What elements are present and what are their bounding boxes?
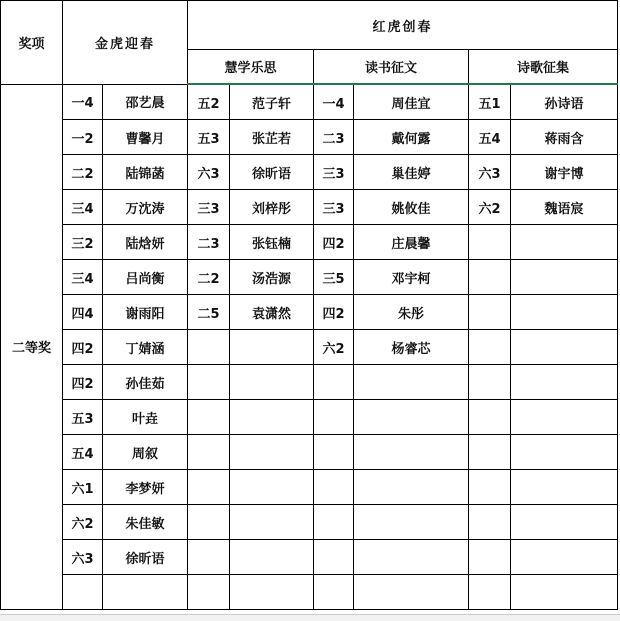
name-cell[interactable] bbox=[354, 540, 469, 575]
name-cell[interactable]: 庄晨馨 bbox=[354, 225, 469, 260]
class-cell[interactable]: 五2 bbox=[188, 84, 230, 120]
name-cell[interactable]: 曹馨月 bbox=[103, 120, 188, 155]
name-cell[interactable] bbox=[511, 505, 618, 540]
class-cell[interactable] bbox=[314, 400, 354, 435]
class-cell[interactable]: 四2 bbox=[63, 330, 103, 365]
class-cell[interactable] bbox=[314, 365, 354, 400]
name-cell[interactable]: 周叙 bbox=[103, 435, 188, 470]
table-row bbox=[1, 120, 618, 155]
table-row bbox=[1, 330, 618, 365]
table-row bbox=[1, 505, 618, 540]
class-cell[interactable]: 六2 bbox=[314, 330, 354, 365]
name-cell[interactable] bbox=[230, 470, 314, 505]
name-cell[interactable]: 陆锦菡 bbox=[103, 155, 188, 190]
name-cell[interactable]: 邓宇柯 bbox=[354, 260, 469, 295]
class-cell[interactable]: 六3 bbox=[63, 540, 103, 575]
class-cell[interactable]: 五3 bbox=[188, 120, 230, 155]
name-cell[interactable]: 李梦妍 bbox=[103, 470, 188, 505]
name-cell[interactable] bbox=[354, 435, 469, 470]
table-row bbox=[1, 365, 618, 400]
dushu-header-cell[interactable]: 读书征文 bbox=[314, 50, 469, 85]
class-cell[interactable] bbox=[314, 540, 354, 575]
class-cell[interactable] bbox=[469, 575, 511, 610]
class-cell[interactable]: 二3 bbox=[314, 120, 354, 155]
name-cell[interactable]: 朱佳敏 bbox=[103, 505, 188, 540]
class-cell[interactable] bbox=[469, 540, 511, 575]
jinhu-header-cell[interactable]: 金虎迎春 bbox=[63, 1, 188, 85]
class-cell[interactable] bbox=[188, 435, 230, 470]
class-cell[interactable]: 三4 bbox=[63, 260, 103, 295]
class-cell[interactable] bbox=[469, 505, 511, 540]
class-cell[interactable] bbox=[188, 575, 230, 610]
class-cell[interactable]: 四2 bbox=[63, 365, 103, 400]
class-cell[interactable] bbox=[314, 470, 354, 505]
name-cell[interactable]: 孙诗语 bbox=[511, 84, 618, 120]
class-cell[interactable]: 四2 bbox=[314, 225, 354, 260]
class-cell[interactable]: 五1 bbox=[469, 84, 511, 120]
table-row bbox=[1, 260, 618, 295]
honghu-header-cell[interactable]: 红虎创春 bbox=[188, 1, 618, 50]
name-cell[interactable] bbox=[511, 540, 618, 575]
name-cell[interactable]: 叶垚 bbox=[103, 400, 188, 435]
class-cell[interactable]: 三3 bbox=[314, 155, 354, 190]
name-cell[interactable]: 孙佳茹 bbox=[103, 365, 188, 400]
table-body bbox=[1, 1, 618, 610]
table-row bbox=[1, 225, 618, 260]
name-cell[interactable]: 谢宇博 bbox=[511, 155, 618, 190]
table-row bbox=[1, 155, 618, 190]
class-cell[interactable]: 三3 bbox=[314, 190, 354, 225]
name-cell[interactable] bbox=[230, 540, 314, 575]
name-cell[interactable] bbox=[511, 330, 618, 365]
class-cell[interactable]: 一4 bbox=[63, 84, 103, 120]
class-cell[interactable]: 五3 bbox=[63, 400, 103, 435]
class-cell[interactable]: 三5 bbox=[314, 260, 354, 295]
name-cell[interactable] bbox=[354, 365, 469, 400]
name-cell[interactable]: 陆焓妍 bbox=[103, 225, 188, 260]
class-cell[interactable]: 六2 bbox=[63, 505, 103, 540]
name-cell[interactable] bbox=[103, 575, 188, 610]
class-cell[interactable]: 五4 bbox=[63, 435, 103, 470]
class-cell[interactable] bbox=[188, 505, 230, 540]
class-cell[interactable] bbox=[188, 540, 230, 575]
table-row bbox=[1, 540, 618, 575]
name-cell[interactable] bbox=[230, 435, 314, 470]
class-cell[interactable] bbox=[469, 225, 511, 260]
name-cell[interactable] bbox=[354, 470, 469, 505]
name-cell[interactable]: 张钰楠 bbox=[230, 225, 314, 260]
name-cell[interactable] bbox=[511, 400, 618, 435]
class-cell[interactable]: 六3 bbox=[188, 155, 230, 190]
class-cell[interactable]: 二5 bbox=[188, 295, 230, 330]
class-cell[interactable]: 一2 bbox=[63, 120, 103, 155]
class-cell[interactable] bbox=[188, 330, 230, 365]
name-cell[interactable]: 蒋雨含 bbox=[511, 120, 618, 155]
table-row bbox=[1, 295, 618, 330]
class-cell[interactable]: 三2 bbox=[63, 225, 103, 260]
class-cell[interactable] bbox=[188, 365, 230, 400]
class-cell[interactable] bbox=[314, 505, 354, 540]
name-cell[interactable] bbox=[511, 575, 618, 610]
name-cell[interactable]: 魏语宸 bbox=[511, 190, 618, 225]
table-row bbox=[1, 470, 618, 505]
table-row bbox=[1, 435, 618, 470]
name-cell[interactable] bbox=[511, 260, 618, 295]
class-cell[interactable]: 二2 bbox=[63, 155, 103, 190]
name-cell[interactable]: 刘梓彤 bbox=[230, 190, 314, 225]
name-cell[interactable] bbox=[511, 365, 618, 400]
class-cell[interactable] bbox=[63, 575, 103, 610]
name-cell[interactable] bbox=[354, 505, 469, 540]
class-cell[interactable] bbox=[469, 400, 511, 435]
table-row bbox=[1, 575, 618, 610]
class-cell[interactable] bbox=[469, 330, 511, 365]
name-cell[interactable]: 丁婧涵 bbox=[103, 330, 188, 365]
table-row bbox=[1, 190, 618, 225]
name-cell[interactable]: 汤浩源 bbox=[230, 260, 314, 295]
name-cell[interactable]: 吕尚衡 bbox=[103, 260, 188, 295]
class-cell[interactable]: 五4 bbox=[469, 120, 511, 155]
header-row-1 bbox=[1, 1, 618, 50]
class-cell[interactable]: 六1 bbox=[63, 470, 103, 505]
name-cell[interactable]: 徐昕语 bbox=[103, 540, 188, 575]
award-header-cell[interactable]: 奖项 bbox=[1, 1, 63, 85]
name-cell[interactable]: 杨睿芯 bbox=[354, 330, 469, 365]
class-cell[interactable] bbox=[314, 435, 354, 470]
name-cell[interactable] bbox=[354, 400, 469, 435]
table-row bbox=[1, 400, 618, 435]
name-cell[interactable]: 姚攸佳 bbox=[354, 190, 469, 225]
name-cell[interactable]: 周佳宜 bbox=[354, 84, 469, 120]
name-cell[interactable]: 朱彤 bbox=[354, 295, 469, 330]
class-cell[interactable] bbox=[469, 260, 511, 295]
name-cell[interactable]: 谢雨阳 bbox=[103, 295, 188, 330]
name-cell[interactable]: 戴何露 bbox=[354, 120, 469, 155]
name-cell[interactable] bbox=[230, 575, 314, 610]
name-cell[interactable]: 张芷若 bbox=[230, 120, 314, 155]
name-cell[interactable] bbox=[230, 330, 314, 365]
huixue-header-cell[interactable]: 慧学乐思 bbox=[188, 50, 314, 85]
class-cell[interactable]: 二3 bbox=[188, 225, 230, 260]
name-cell[interactable] bbox=[511, 470, 618, 505]
class-cell[interactable]: 六3 bbox=[469, 155, 511, 190]
class-cell[interactable] bbox=[314, 575, 354, 610]
name-cell[interactable]: 范子轩 bbox=[230, 84, 314, 120]
name-cell[interactable] bbox=[230, 400, 314, 435]
award-level-cell[interactable]: 二等奖 bbox=[1, 84, 63, 610]
class-cell[interactable] bbox=[188, 400, 230, 435]
class-cell[interactable]: 三3 bbox=[188, 190, 230, 225]
name-cell[interactable]: 邵艺晨 bbox=[103, 84, 188, 120]
class-cell[interactable] bbox=[469, 435, 511, 470]
class-cell[interactable]: 四2 bbox=[314, 295, 354, 330]
class-cell[interactable]: 三4 bbox=[63, 190, 103, 225]
class-cell[interactable]: 二2 bbox=[188, 260, 230, 295]
class-cell[interactable]: 四4 bbox=[63, 295, 103, 330]
name-cell[interactable]: 袁潇然 bbox=[230, 295, 314, 330]
name-cell[interactable] bbox=[511, 435, 618, 470]
shige-header-cell[interactable]: 诗歌征集 bbox=[469, 50, 618, 85]
name-cell[interactable]: 万沈涛 bbox=[103, 190, 188, 225]
class-cell[interactable] bbox=[188, 470, 230, 505]
class-cell[interactable]: 一4 bbox=[314, 84, 354, 120]
class-cell[interactable] bbox=[469, 365, 511, 400]
name-cell[interactable] bbox=[230, 365, 314, 400]
name-cell[interactable] bbox=[511, 225, 618, 260]
class-cell[interactable] bbox=[469, 295, 511, 330]
name-cell[interactable]: 巢佳婷 bbox=[354, 155, 469, 190]
name-cell[interactable] bbox=[354, 575, 469, 610]
class-cell[interactable]: 六2 bbox=[469, 190, 511, 225]
class-cell[interactable] bbox=[469, 470, 511, 505]
name-cell[interactable]: 徐昕语 bbox=[230, 155, 314, 190]
name-cell[interactable] bbox=[511, 295, 618, 330]
name-cell[interactable] bbox=[230, 505, 314, 540]
table-row bbox=[1, 84, 618, 120]
